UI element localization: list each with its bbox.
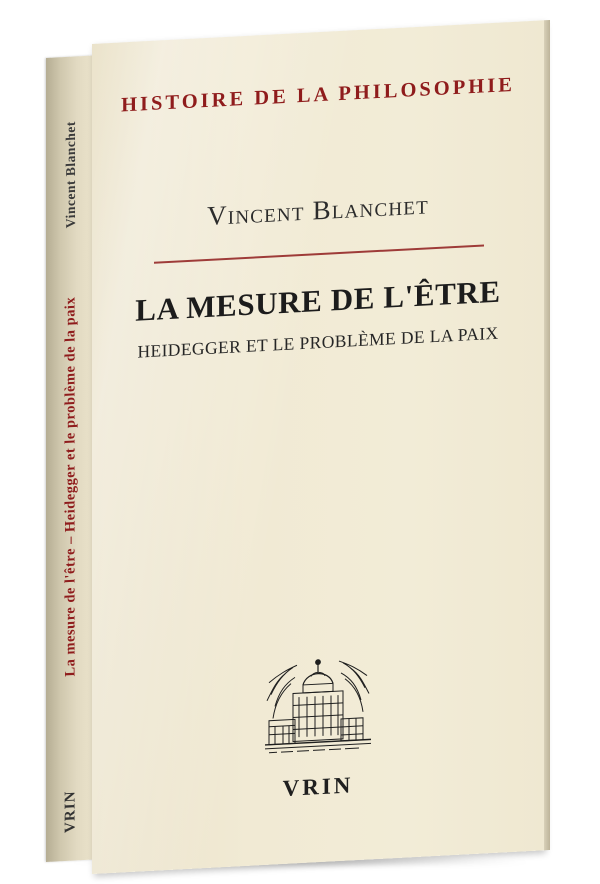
author-name: Vincent Blanchet xyxy=(207,189,429,231)
spine-inner xyxy=(46,55,96,862)
book-spine xyxy=(46,55,96,862)
page-edge xyxy=(544,20,550,850)
spine-title: La mesure de l'être – Heidegger et le problème de la paix xyxy=(62,296,79,678)
spine-publisher: VRIN xyxy=(62,790,79,834)
publisher-name: VRIN xyxy=(282,772,354,802)
divider-rule xyxy=(154,244,484,263)
series-title: HISTOIRE DE LA PHILOSOPHIE xyxy=(121,73,515,117)
book-front-cover xyxy=(92,20,544,874)
book-object xyxy=(42,20,552,865)
book-title: LA MESURE DE L'ÊTRE xyxy=(135,273,501,328)
spine-author: Vincent Blanchet xyxy=(63,120,78,229)
book-subtitle: HEIDEGGER ET LE PROBLÈME DE LA PAIX xyxy=(137,322,499,362)
cover-content xyxy=(92,20,544,874)
